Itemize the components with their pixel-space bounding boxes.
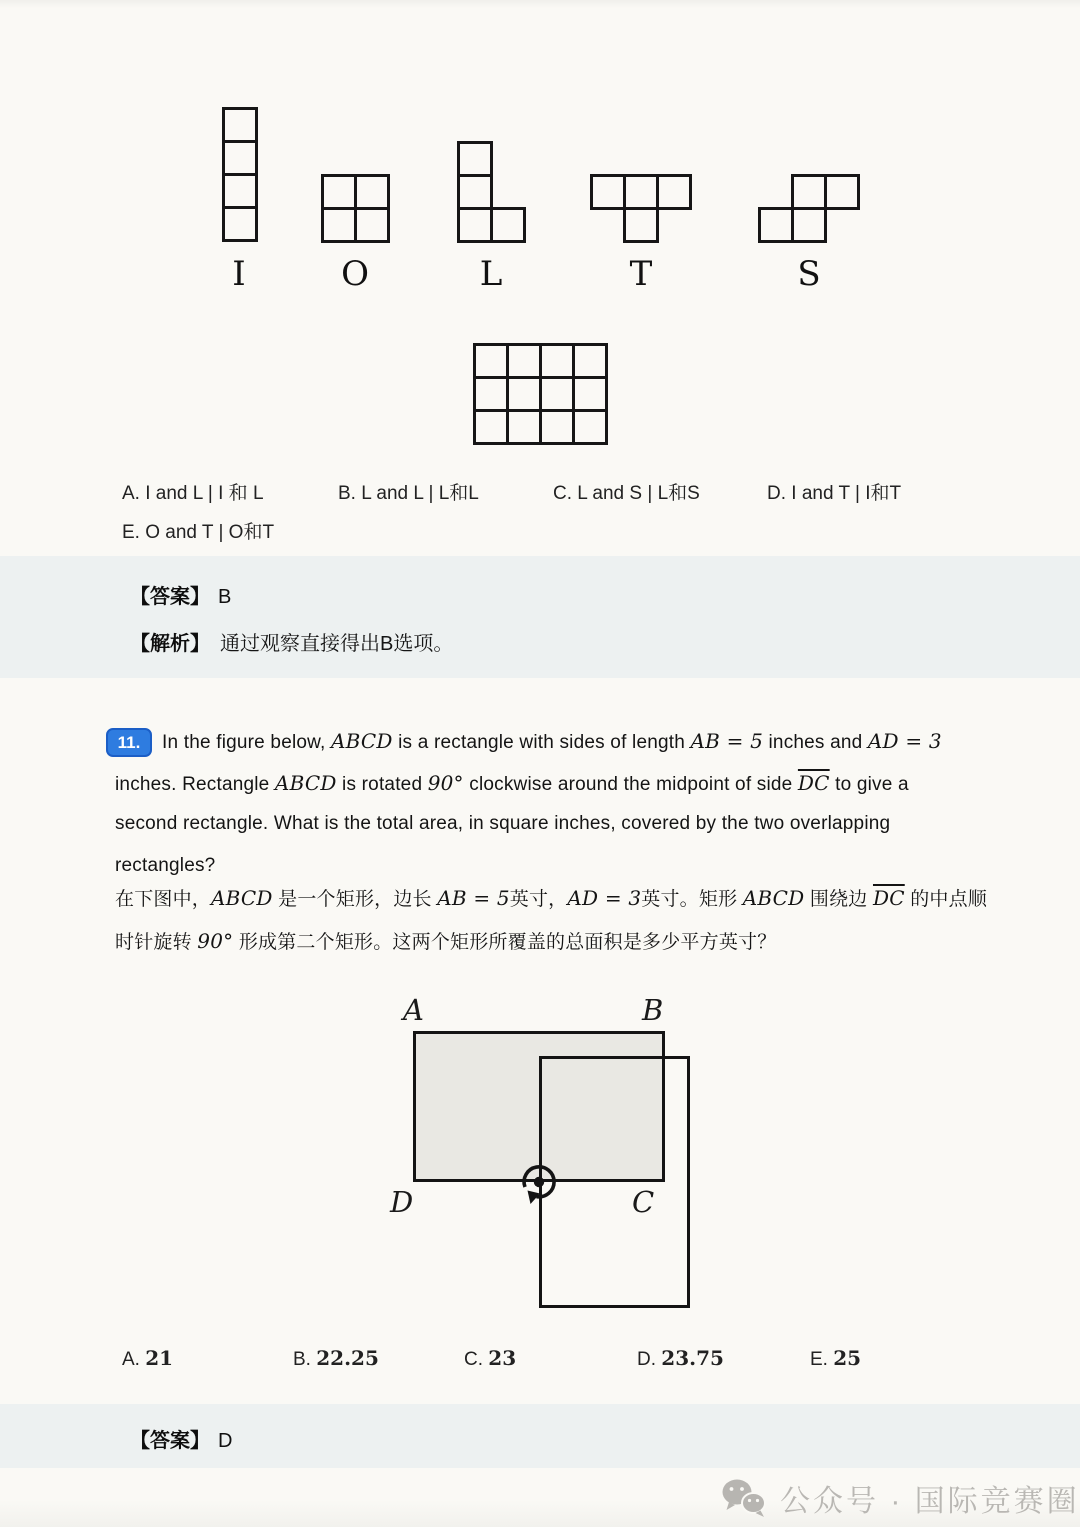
tetromino-label-S: S (797, 254, 821, 294)
grid-cell (572, 343, 608, 379)
q11-option-d: D. 23.75 (637, 1346, 724, 1370)
grid-cell (572, 409, 608, 445)
q10-analysis-line (130, 627, 453, 656)
q10-answer-value: B (218, 586, 232, 608)
grid-cell (539, 376, 575, 412)
grid-cell (572, 376, 608, 412)
vertex-label-b: B (642, 993, 664, 1027)
q11-answer-line (130, 1424, 232, 1453)
tetromino-cell (791, 207, 827, 243)
watermark-text: 公众号 · 国际竞赛圈 (780, 1485, 1080, 1518)
q10-option-c: C. L and S | L和S (553, 483, 700, 504)
wechat-icon (720, 1477, 768, 1519)
tetromino-cell (222, 206, 258, 242)
tetromino-cell (457, 207, 493, 243)
q11-text-line-6-cn: 时针旋转 90° 形成第二个矩形。这两个矩形所覆盖的总面积是多少平方英寸？ (115, 929, 777, 953)
tetromino-label-O: O (341, 254, 369, 294)
q11-option-b: B. 22.25 (293, 1346, 379, 1370)
vertex-label-c: C (632, 1185, 655, 1219)
tetromino-cell (354, 207, 390, 243)
tetromino-cell (490, 207, 526, 243)
grid-cell (539, 343, 575, 379)
tetromino-cell (791, 174, 827, 210)
tetromino-cell (623, 174, 659, 210)
tetromino-cell (222, 107, 258, 143)
q11-answer-value: D (218, 1430, 233, 1452)
tetromino-cell (222, 173, 258, 209)
q10-option-e: E. O and T | O和T (122, 522, 275, 543)
tetromino-cell (623, 207, 659, 243)
question-number-badge: 11. (106, 728, 152, 757)
rotated-rectangle (539, 1056, 690, 1308)
q11-option-e: E. 25 (810, 1346, 862, 1370)
q10-option-d: D. I and T | I和T (767, 483, 902, 504)
q11-text-line-5-cn: 在下图中，ABCD 是一个矩形，边长 AB = 5英寸，AD = 3英寸。矩形 ABCD 围绕边 $\overline{DC}$ 的中点顺 (115, 886, 988, 910)
tetromino-cell (321, 174, 357, 210)
grid-cell (506, 343, 542, 379)
grid-cell (473, 343, 509, 379)
q10-analysis-text: 通过观察直接得出B选项。 (220, 633, 454, 655)
grid-cell (506, 376, 542, 412)
tetromino-cell (824, 174, 860, 210)
tetromino-cell (321, 207, 357, 243)
q11-option-c: C. 23 (464, 1346, 517, 1370)
grid-cell (539, 409, 575, 445)
answer-label: 【答案】 (130, 1430, 210, 1452)
tetromino-label-T: T (629, 254, 653, 294)
q10-option-b: B. L and L | L和L (338, 483, 479, 504)
q11-text-line-3: second rectangle. What is the total area, in square inches, covered by the two overlapping (115, 813, 891, 834)
answer-band-q10 (0, 556, 1080, 678)
q11-text-line-4: rectangles? (115, 855, 216, 876)
tetromino-cell (457, 174, 493, 210)
tetromino-cell (758, 207, 794, 243)
tetromino-cell (222, 140, 258, 176)
rotation-arrow-icon (517, 1160, 561, 1204)
tetromino-label-I: I (232, 254, 246, 294)
q11-option-a: A. 21 (122, 1346, 174, 1370)
analysis-label: 【解析】 (130, 633, 210, 655)
tetromino-cell (656, 174, 692, 210)
vertex-label-a: A (403, 993, 424, 1027)
grid-cell (506, 409, 542, 445)
q11-text-line-1: In the figure below, ABCD is a rectangle with sides of length AB = 5 inches and AD = 3 (162, 729, 942, 753)
watermark (720, 1476, 1080, 1520)
tetromino-cell (457, 141, 493, 177)
q11-text-line-2: inches. Rectangle ABCD is rotated 90° clockwise around the midpoint of side $\overline{DC}$ to give a (115, 771, 909, 795)
vertex-label-d: D (390, 1185, 414, 1219)
grid-cell (473, 409, 509, 445)
q10-option-a: A. I and L | I 和 L (122, 483, 264, 504)
grid-cell (473, 376, 509, 412)
q10-answer-line (130, 580, 231, 609)
tetromino-cell (354, 174, 390, 210)
answer-label: 【答案】 (130, 586, 210, 608)
tetromino-cell (590, 174, 626, 210)
tetromino-label-L: L (479, 254, 503, 294)
